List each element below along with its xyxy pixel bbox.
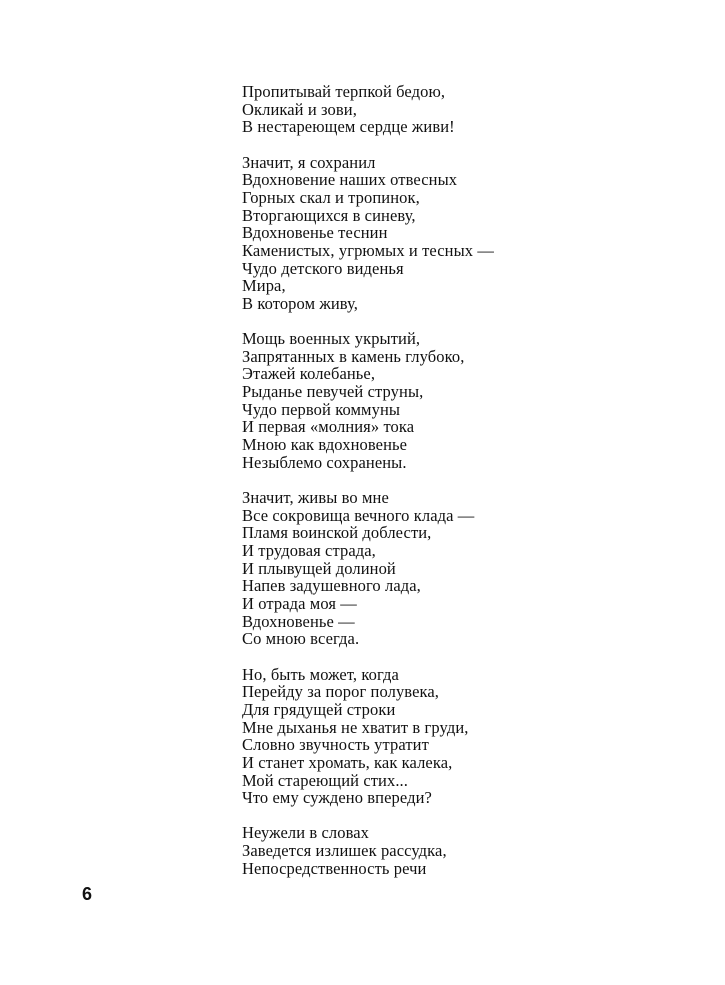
stanza [242, 154, 494, 313]
poem-line: И отрада моя — [242, 593, 357, 613]
page-number: 6 [82, 884, 93, 904]
poem-line: Запрятанных в камень глубоко, [242, 346, 465, 366]
poem-line: В нестареющем сердце живи! [242, 117, 455, 137]
poem-line: Все сокровища вечного клада — [242, 505, 475, 525]
poem-line: Пропитывай терпкой бедою, [242, 82, 446, 101]
poem-line: Что ему суждено впереди? [242, 788, 432, 808]
poem-line: Но, быть может, когда [242, 664, 399, 684]
poem-line: Этажей колебанье, [242, 364, 376, 384]
poem-line: Для грядущей строки [242, 699, 396, 719]
poem-line: В котором живу, [242, 293, 359, 313]
poem-line: Перейду за порог полувека, [242, 682, 440, 702]
poem-line: Напев задушевного лада, [242, 576, 421, 596]
poem-line: Словно звучность утратит [242, 735, 429, 755]
poem-line: Чудо первой коммуны [242, 399, 401, 419]
poem-line: Окликай и зови, [242, 99, 357, 119]
poem-line: Мощь военных укрытий, [242, 329, 421, 349]
poem-line: Горных скал и тропинок, [242, 187, 420, 207]
poem-line: Рыданье певучей струны, [242, 382, 424, 402]
poem-line: Значит, живы во мне [242, 488, 389, 508]
poem-line: И станет хромать, как калека, [242, 752, 453, 772]
stanza [242, 489, 494, 648]
poem-line: Вдохновенье теснин [242, 223, 388, 243]
poem-line: Вторгающихся в синеву, [242, 205, 416, 225]
poem-line: Значит, я сохранил [242, 152, 376, 172]
poem-line: Мира, [242, 276, 286, 296]
poem-line: Мною как вдохновенье [242, 435, 408, 455]
poem-line: И трудовая страда, [242, 541, 376, 561]
poem-line: Вдохновение наших отвесных [242, 170, 458, 190]
poem-line: Мне дыханья не хватит в груди, [242, 717, 469, 737]
poem-line: И первая «молния» тока [242, 417, 415, 437]
poem-line: Незыблемо сохранены. [242, 452, 407, 472]
poem-line: Неужели в словах [242, 823, 370, 843]
poem-line: Заведется излишек рассудка, [242, 841, 447, 861]
poem-line: Непосредственность речи [242, 858, 427, 878]
stanza [242, 330, 494, 471]
stanza [242, 824, 494, 877]
poem-line: Каменистых, угрюмых и тесных — [242, 240, 494, 260]
stanza [242, 83, 494, 136]
poem-line: Со мною всегда. [242, 629, 360, 649]
poem-line: Вдохновенье — [242, 611, 355, 631]
poem-text [242, 83, 494, 895]
stanza [242, 666, 494, 807]
poem-line: Чудо детского виденья [242, 258, 404, 278]
poem-line: Мой стареющий стих... [242, 770, 409, 790]
poem-line: И плывущей долиной [242, 558, 396, 578]
poem-line: Пламя воинской доблести, [242, 523, 432, 543]
